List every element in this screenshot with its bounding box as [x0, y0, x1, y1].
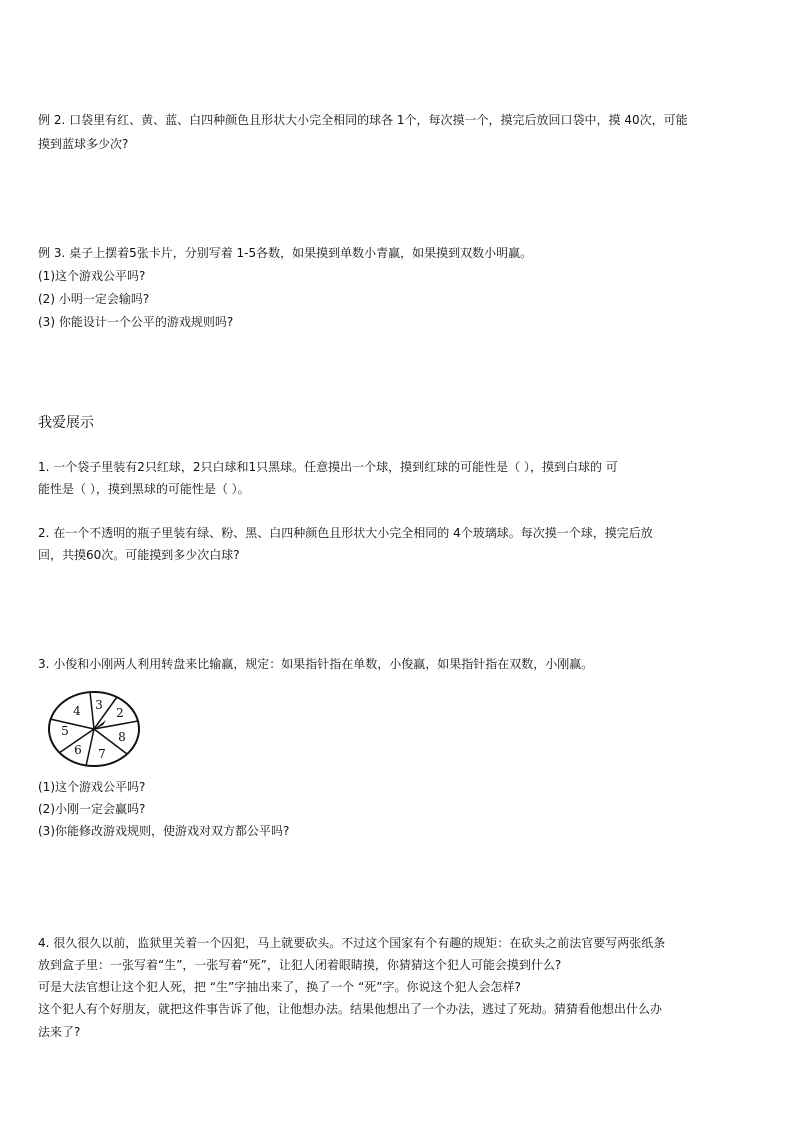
problem-4-line-4: 这个犯人有个好朋友，就把这件事告诉了他，让他想办法。结果他想出了一个办法，逃过了死劫。猜猜看他想出什么办 — [38, 1002, 663, 1016]
spinner-number-7: 7 — [98, 747, 106, 761]
problem-3-question-1: (1)这个游戏公平吗? — [38, 780, 146, 794]
problem-1-line-1: 1. 一个袋子里装有2只红球，2只白球和1只黑球。任意摸出一个球，摸到红球的可能性是（ ），摸到白球的 可 — [38, 460, 618, 474]
spinner-number-4: 4 — [73, 704, 81, 718]
spinner-number-2: 2 — [116, 706, 124, 720]
example-3-line-1: 例 3. 桌子上摆着5张卡片，分别写着 1-5各数，如果摸到单数小青赢，如果摸到双数小明赢。 — [38, 246, 533, 260]
example-2-line-1: 例 2. 口袋里有红、黄、蓝、白四种颜色且形状大小完全相同的球各 1个，每次摸一个，摸完后放回口袋中，摸 40次，可能 — [38, 113, 688, 127]
problem-4-line-3: 可是大法官想让这个犯人死，把 “生”字抽出来了，换了一个 “死”字。你说这个犯人会怎样? — [38, 980, 521, 994]
spinner-number-3: 3 — [95, 698, 103, 712]
spinner-number-8: 8 — [118, 730, 126, 744]
spinner-number-5: 5 — [61, 724, 69, 738]
problem-3-question-2: (2)小刚一定会赢吗? — [38, 802, 146, 816]
example-3-question-1: (1)这个游戏公平吗? — [38, 269, 146, 283]
spinner-wheel — [46, 690, 142, 768]
problem-3-question-3: (3)你能修改游戏规则，使游戏对双方都公平吗? — [38, 824, 290, 838]
problem-4-line-5: 法来了? — [38, 1025, 81, 1039]
spinner-number-6: 6 — [74, 743, 82, 757]
example-2-line-2: 摸到蓝球多少次? — [38, 137, 129, 151]
example-3-question-2: (2) 小明一定会输吗? — [38, 292, 150, 306]
problem-3-line-1: 3. 小俊和小刚两人利用转盘来比输赢，规定：如果指针指在单数，小俊赢，如果指针指在双数，小刚赢。 — [38, 657, 594, 671]
problem-4-line-1: 4. 很久很久以前，监狱里关着一个囚犯，马上就要砍头。不过这个国家有个有趣的规矩：在砍头之前法官要写两张纸条 — [38, 936, 666, 950]
section-title: 我爱展示 — [38, 415, 94, 431]
problem-2-line-1: 2. 在一个不透明的瓶子里装有绿、粉、黑、白四种颜色且形状大小完全相同的 4个玻璃球。每次摸一个球，摸完后放 — [38, 526, 653, 540]
problem-2-line-2: 回，共摸60次。可能摸到多少次白球? — [38, 548, 240, 562]
problem-1-line-2: 能性是（ ），摸到黑球的可能性是（ ）。 — [38, 482, 250, 496]
problem-4-line-2: 放到盒子里：一张写着“生”，一张写着“死”，让犯人闭着眼睛摸，你猜猜这个犯人可能会摸到什么? — [38, 958, 562, 972]
example-3-question-3: (3) 你能设计一个公平的游戏规则吗? — [38, 315, 234, 329]
